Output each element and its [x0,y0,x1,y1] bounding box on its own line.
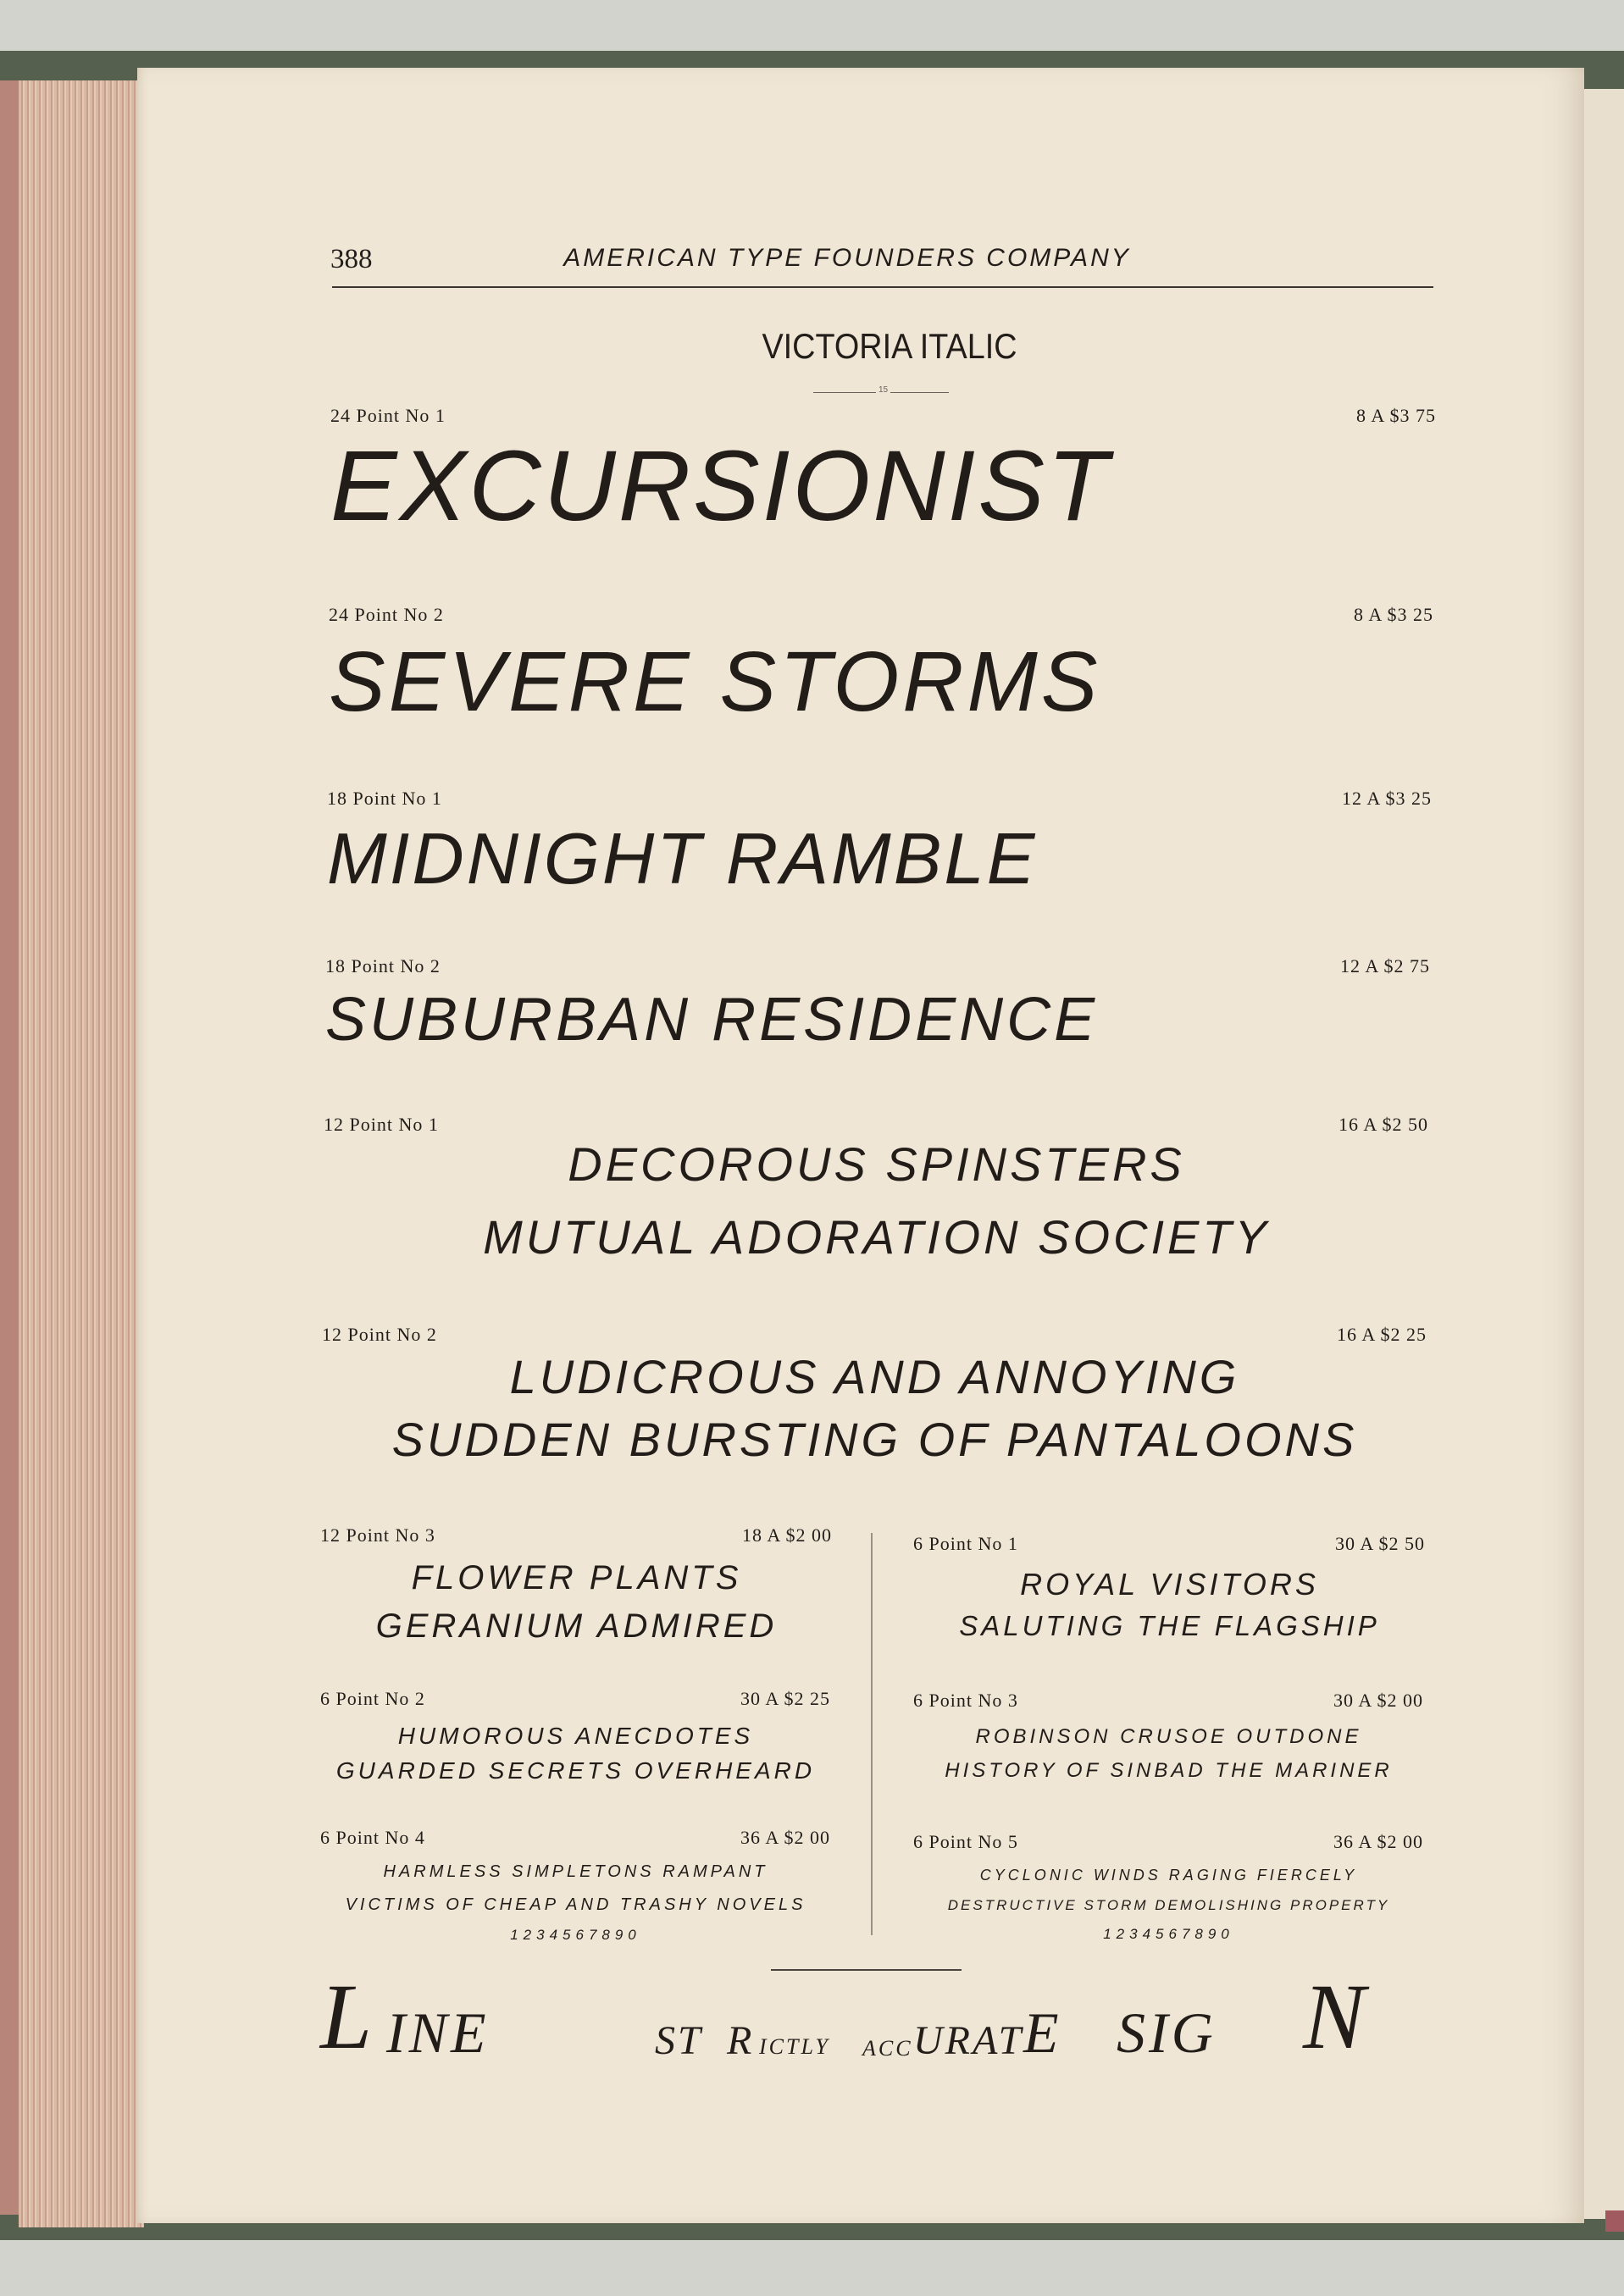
specimen-line: HISTORY OF SINBAD THE MARINER [945,1759,1393,1782]
specimen-price: 16 A $2 25 [1337,1324,1427,1345]
specimen-line: SUBURBAN RESIDENCE [325,986,1099,1054]
showing-word-strictly-c: ICTLY [759,2034,830,2059]
specimen-size-label: 12 Point No 1 [324,1114,439,1135]
specimen-price: 12 A $2 75 [1340,955,1430,976]
specimen-line: 1234567890 [510,1927,641,1943]
specimen-size-label: 18 Point No 2 [325,955,441,976]
page-title: VICTORIA ITALIC [762,326,1017,366]
showing-word-sign-a: SIG [1117,2000,1217,2065]
facing-page-edge [1581,89,1624,2219]
specimen-price: 18 A $2 00 [742,1524,832,1546]
showing-word-accurate-b: URAT [913,2018,1024,2063]
footer-showing-line [320,1965,1438,2075]
specimen-price: 30 A $2 25 [740,1688,830,1709]
running-head: AMERICAN TYPE FOUNDERS COMPANY [563,244,1131,272]
specimen-size-label: 24 Point No 1 [330,405,446,426]
specimen-size-label: 12 Point No 3 [320,1524,435,1546]
specimen-line: CYCLONIC WINDS RAGING FIERCELY [979,1867,1358,1884]
showing-word-strictly-b: R [727,2018,755,2063]
specimen-price: 36 A $2 00 [740,1827,830,1848]
specimen-price: 36 A $2 00 [1333,1831,1423,1852]
specimen-size-label: 18 Point No 1 [327,788,442,809]
specimen-price: 8 A $3 25 [1354,604,1433,625]
specimen-line: SUDDEN BURSTING OF PANTALOONS [391,1413,1358,1466]
specimen-line: GUARDED SECRETS OVERHEARD [335,1757,816,1784]
specimen-line: MIDNIGHT RAMBLE [327,819,1038,899]
showing-word-accurate-a: ACC [862,2036,913,2061]
specimen-size-label: 6 Point No 1 [913,1533,1018,1554]
specimen-line: DECOROUS SPINSTERS [568,1137,1185,1191]
specimen-line: SEVERE STORMS [329,634,1101,729]
showing-word-sign-b: N [1303,1965,1370,2068]
specimen-line: FLOWER PLANTS [411,1559,742,1596]
page-number: 388 [330,244,373,274]
specimen-size-label: 6 Point No 4 [320,1827,425,1848]
cover-corner [1605,2210,1624,2232]
specimen-size-label: 6 Point No 5 [913,1831,1018,1852]
specimen-line: MUTUAL ADORATION SOCIETY [483,1210,1270,1264]
showing-word-accurate-c: E [1023,2000,1062,2065]
specimen-line: SALUTING THE FLAGSHIP [959,1610,1380,1641]
specimen-line: 1234567890 [1103,1926,1234,1942]
specimen-line: LUDICROUS AND ANNOYING [509,1350,1240,1403]
specimen-line: GERANIUM ADMIRED [375,1607,778,1645]
specimen-size-label: 12 Point No 2 [322,1324,437,1345]
page-block-edges [19,80,144,2227]
specimen-line: ROBINSON CRUSOE OUTDONE [975,1725,1362,1748]
specimen-price: 12 A $3 25 [1342,788,1432,809]
title-rule-mark: 15 [876,385,890,395]
specimen-line: HUMOROUS ANECDOTES [397,1723,754,1749]
specimen-price: 30 A $2 00 [1333,1690,1423,1711]
specimen-price: 30 A $2 50 [1335,1533,1425,1554]
header-rule [332,286,1433,288]
column-divider [871,1533,873,1935]
specimen-price: 8 A $3 75 [1356,405,1436,426]
specimen-line: DESTRUCTIVE STORM DEMOLISHING PROPERTY [947,1897,1390,1913]
specimen-size-label: 24 Point No 2 [329,604,444,625]
specimen-price: 16 A $2 50 [1339,1114,1428,1135]
specimen-line: EXCURSIONIST [330,430,1111,542]
showing-word-line-initial: L [320,1965,377,2068]
specimen-size-label: 6 Point No 2 [320,1688,425,1709]
showing-word-line-rest: INE [386,2000,490,2065]
specimen-line: ROYAL VISITORS [1020,1567,1319,1602]
specimen-line: VICTIMS OF CHEAP AND TRASHY NOVELS [345,1895,806,1914]
specimen-size-label: 6 Point No 3 [913,1690,1018,1711]
specimen-line: HARMLESS SIMPLETONS RAMPANT [383,1862,768,1881]
showing-word-strictly-a: ST [655,2018,703,2063]
